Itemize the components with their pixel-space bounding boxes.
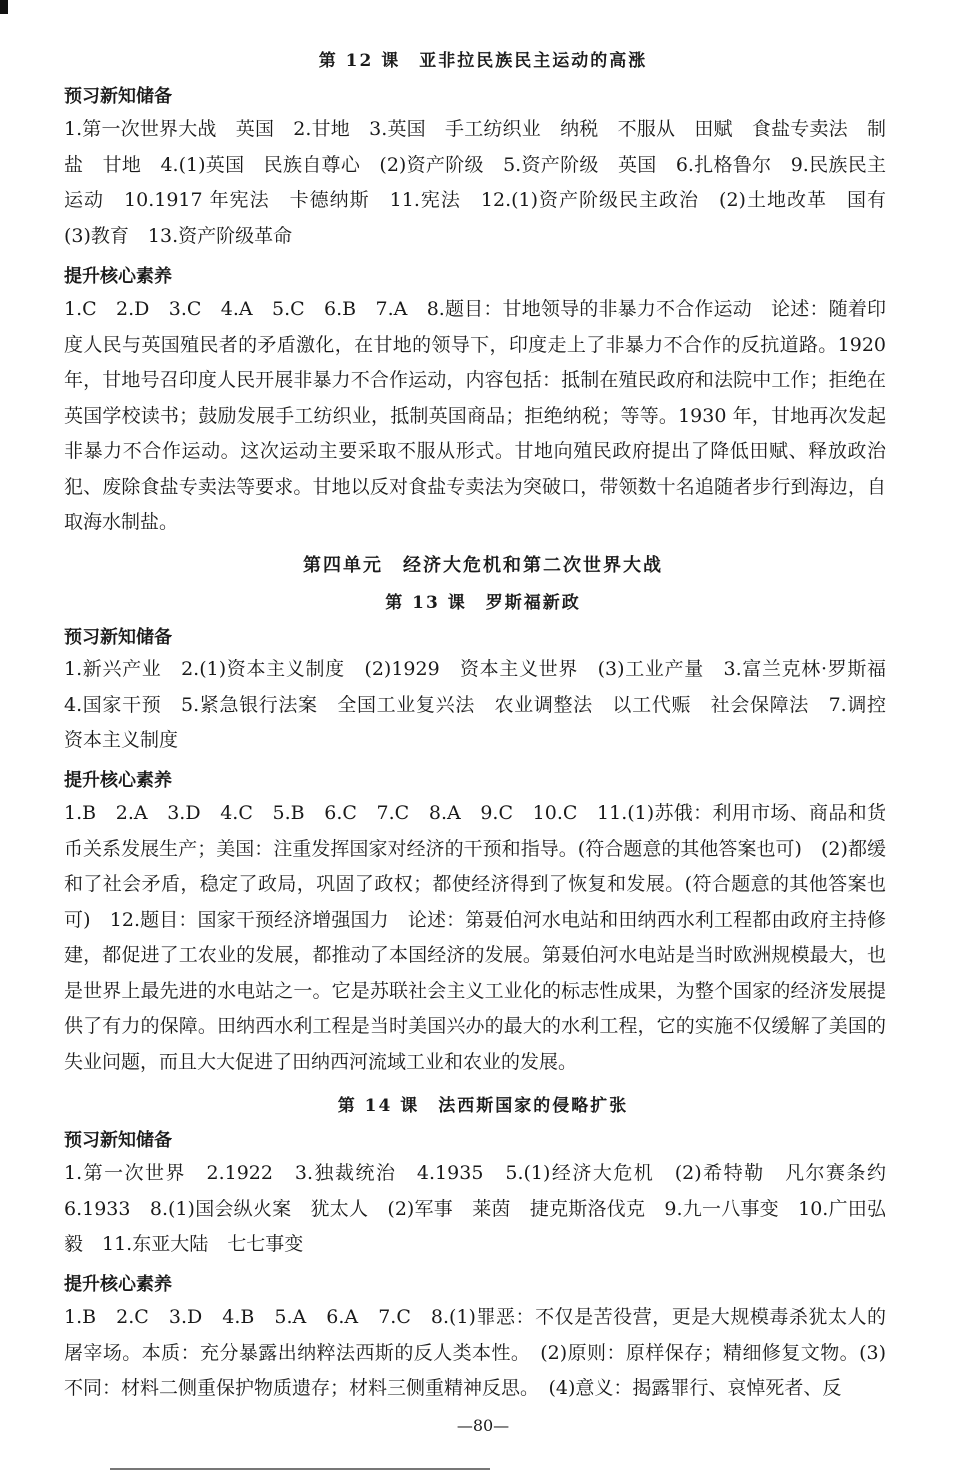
lesson13-core-text: 1.B 2.A 3.D 4.C 5.B 6.C 7.C 8.A 9.C 10.C 11.(1)苏俄：利用市场、商品和货币关系发展生产；美国：注重发挥国家对经济的干预和指导。(符合题意的其他答案也可) (2)都缓和了社会矛盾，稳定了政局，巩固了政权；都使经济得到了恢复和发展。(符合题意的其他答案也可) 12.题目：国家干预经济增强国力 论述：第聂伯河水电站和田纳西水利工程都由政府主持修建，都促进了工农业的发展，都推动了本国经济的发展。第聂伯河水电站是当时欧洲规模最大，也是世界上最先进的水电站之一。它是苏联社会主义工业化的标志性成果，为整个国家的经济发展提供了有力的保障。田纳西水利工程是当时美国兴办的最大的水利工程，它的实施不仅缓解了美国的失业问题，而且大大促进了田纳西河流域工业和农业的发展。 — [64, 802, 886, 1073]
lesson12-preview-heading: 预习新知储备 — [64, 86, 172, 107]
bottom-rule — [110, 1468, 490, 1470]
lesson14-preview-text: 1.第一次世界 2.1922 3.独裁统治 4.1935 5.(1)经济大危机 (2)希特勒 凡尔赛条约 6.1933 8.(1)国会纵火案 犹太人 (2)军事 莱茵 捷克斯洛伐克 9.九一八事变 10.广田弘毅 11.东亚大陆 七七事变 — [64, 1162, 906, 1255]
lesson12-core-text: 1.C 2.D 3.C 4.A 5.C 6.B 7.A 8.题目：甘地领导的非暴力不合作运动 论述：随着印度人民与英国殖民者的矛盾激化，在甘地的领导下，印度走上了非暴力不合作的反抗道路。1920 年，甘地号召印度人民开展非暴力不合作运动，内容包括：抵制在殖民政府和法院中工作；拒绝在英国学校读书；鼓励发展手工纺织业，抵制英国商品；拒绝纳税；等等。1930 年，甘地再次发起非暴力不合作运动。这次运动主要采取不服从形式。甘地向殖民政府提出了降低田赋、释放政治犯、废除食盐专卖法等要求。甘地以反对食盐专卖法为突破口，带领数十名追随者步行到海边，自取海水制盐。 — [64, 298, 886, 533]
lesson12-title: 第 12 课 亚非拉民族民主运动的高涨 — [318, 51, 648, 71]
lesson13-title: 第 13 课 罗斯福新政 — [385, 593, 581, 613]
lesson12-preview-text: 1.第一次世界大战 英国 2.甘地 3.英国 手工纺织业 纳税 不服从 田赋 食盐专卖法 制盐 甘地 4.(1)英国 民族自尊心 (2)资产阶级 5.资产阶级 英国 6.扎格鲁尔 9.民族民主运动 10.1917 年宪法 卡德纳斯 11.宪法 12.(1)资产阶级民主政治 (2)土地改革 国有 (3)教育 13.资产阶级革命 — [64, 118, 906, 247]
page-number: —80— — [456, 1416, 510, 1435]
lesson13-preview-text: 1.新兴产业 2.(1)资本主义制度 (2)1929 资本主义世界 (3)工业产量 3.富兰克林·罗斯福 4.国家干预 5.紧急银行法案 全国工业复兴法 农业调整法 以工代赈 社会保障法 7.调控 资本主义制度 — [64, 658, 906, 751]
lesson14-core-heading: 提升核心素养 — [64, 1274, 172, 1295]
corner-mark — [0, 0, 8, 14]
lesson12-core-heading: 提升核心素养 — [64, 266, 172, 287]
lesson13-preview-heading: 预习新知储备 — [64, 627, 172, 648]
lesson13-core-heading: 提升核心素养 — [64, 770, 172, 791]
lesson14-title: 第 14 课 法西斯国家的侵略扩张 — [337, 1096, 629, 1116]
unit4-title: 第四单元 经济大危机和第二次世界大战 — [303, 555, 663, 576]
lesson14-preview-heading: 预习新知储备 — [64, 1130, 172, 1151]
lesson14-core-text: 1.B 2.C 3.D 4.B 5.A 6.A 7.C 8.(1)罪恶：不仅是苦役营，更是大规模毒杀犹太人的屠宰场。本质：充分暴露出纳粹法西斯的反人类本性。 (2)原则：原样保存；精细修复文物。(3)不同：材料二侧重保护物质遗存；材料三侧重精神反思。 (4)意义：揭露罪行、哀悼死者、反 — [64, 1306, 886, 1399]
